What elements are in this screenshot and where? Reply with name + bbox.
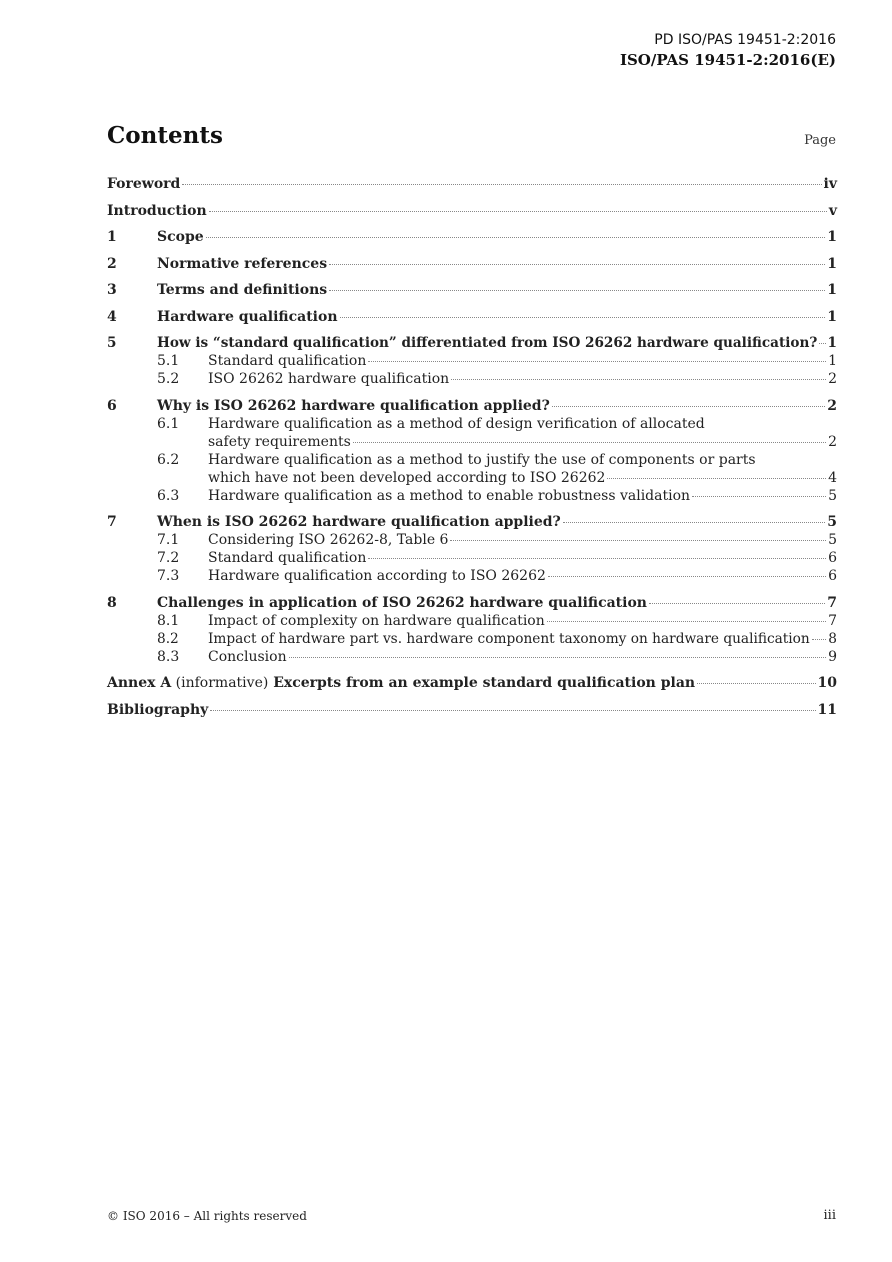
toc-entry-number: 5 (107, 335, 117, 351)
toc-entry-page: iv (823, 176, 837, 192)
toc-entry-5-1[interactable] (107, 352, 837, 370)
dot-leader (697, 683, 815, 684)
dot-leader (450, 540, 826, 541)
toc-entry-6-3[interactable] (107, 487, 837, 505)
toc-entry-7-3[interactable] (107, 567, 837, 585)
toc-entry-page: 2 (827, 397, 837, 414)
header-document-id: PD ISO/PAS 19451-2:2016 (654, 32, 836, 48)
toc-entry-7-2[interactable] (107, 549, 837, 567)
toc-entry-title: Introduction (107, 202, 207, 219)
toc-entry-title: Challenges in application of ISO 26262 hardware qualification (157, 594, 647, 611)
toc-entry-section-5[interactable] (107, 334, 837, 352)
toc-entry-number: 5.1 (157, 353, 180, 369)
toc-entry-page: 5 (828, 532, 837, 548)
toc-entry-title: Foreword (107, 176, 181, 192)
toc-entry-8-3[interactable] (107, 648, 837, 666)
toc-entry-number: 7.3 (157, 568, 180, 584)
toc-entry-page: 6 (828, 568, 837, 584)
toc-entry-number: 8.2 (157, 630, 179, 647)
toc-entry-page: 1 (827, 255, 837, 272)
toc-entry-number: 6.3 (157, 487, 180, 504)
toc-entry-title-line1: Hardware qualification as a method to justify the use of components or parts (208, 451, 756, 468)
toc-entry-title: Bibliography (107, 701, 209, 718)
dot-leader (692, 496, 826, 497)
toc-entry-5-2[interactable] (107, 370, 837, 388)
toc-entry-number: 1 (107, 229, 117, 245)
toc-entry-section-8[interactable] (107, 594, 837, 612)
toc-entry-number: 7.1 (157, 532, 180, 548)
footer-copyright: © ISO 2016 – All rights reserved (107, 1209, 307, 1223)
toc-entry-page: 8 (828, 630, 837, 647)
dot-leader (812, 639, 827, 640)
toc-entry-7-1[interactable] (107, 531, 837, 549)
toc-entry-page: 1 (827, 229, 837, 245)
toc-entry-bibliography[interactable] (107, 701, 837, 719)
toc-entry-section-7[interactable] (107, 513, 837, 531)
footer-page-number: iii (823, 1208, 836, 1223)
dot-leader (547, 621, 826, 622)
toc-entry-number: 8.1 (157, 612, 180, 629)
toc-entry-annex-a[interactable] (107, 674, 837, 692)
toc-entry-page: v (828, 202, 837, 219)
toc-entry-page: 1 (828, 353, 837, 369)
dot-leader (451, 379, 826, 380)
toc-entry-title: Normative references (157, 255, 328, 272)
toc-entry-page: 5 (828, 487, 837, 504)
dot-leader (563, 522, 825, 523)
toc-entry-title-line2: safety requirements (208, 433, 351, 450)
toc-entry-page: 7 (828, 612, 837, 629)
toc-entry-hardware-qualification[interactable] (107, 308, 837, 326)
toc-entry-normative-references[interactable] (107, 255, 837, 273)
toc-entry-title: Impact of complexity on hardware qualification (208, 612, 545, 629)
page-title: Contents (107, 122, 223, 149)
toc-entry-page: 4 (828, 469, 837, 486)
dot-leader (340, 317, 826, 318)
dot-leader (368, 558, 826, 559)
toc-entry-number: 6 (107, 397, 117, 414)
toc-entry-title: Conclusion (208, 648, 287, 665)
dot-leader (209, 211, 827, 212)
toc-entry-6-1[interactable] (107, 415, 837, 433)
toc-entry-number: 5.2 (157, 371, 180, 387)
toc-entry-number: 3 (107, 282, 117, 298)
toc-entry-page: 1 (827, 335, 837, 351)
toc-entry-page: 5 (827, 514, 837, 530)
toc-entry-page: 9 (828, 648, 837, 665)
dot-leader (548, 576, 826, 577)
toc-entry-title: Considering ISO 26262-8, Table 6 (208, 532, 449, 548)
toc-entry-8-2[interactable] (107, 630, 837, 648)
toc-entry-page: 2 (828, 371, 837, 387)
toc-entry-number: 7.2 (157, 550, 180, 566)
dot-leader (819, 343, 825, 344)
dot-leader (353, 442, 826, 443)
annex-label: Annex A (107, 675, 172, 691)
toc-entry-page: 11 (817, 701, 837, 718)
toc-entry-title: Hardware qualification as a method to enable robustness validation (208, 487, 691, 504)
toc-entry-introduction[interactable] (107, 202, 837, 220)
dot-leader (206, 237, 826, 238)
toc-entry-title: Standard qualification (208, 353, 367, 369)
toc-entry-number: 6.2 (157, 451, 180, 468)
toc-entry-title: Hardware qualification (157, 308, 338, 325)
toc-entry-title: Scope (157, 229, 204, 245)
toc-entry-number: 4 (107, 308, 117, 325)
toc-entry-6-2[interactable] (107, 451, 837, 469)
dot-leader (552, 406, 825, 407)
dot-leader (368, 361, 826, 362)
toc-entry-page: 6 (828, 550, 837, 566)
toc-entry-page: 7 (827, 594, 837, 611)
toc-entry-page: 2 (828, 433, 837, 450)
page-column-label: Page (804, 133, 836, 148)
annex-qualifier: (informative) (175, 675, 269, 691)
toc-entry-title: ISO 26262 hardware qualification (208, 371, 450, 387)
toc-entry-title: When is ISO 26262 hardware qualification applied? (157, 514, 561, 530)
dot-leader (289, 657, 826, 658)
toc-entry-number: 8 (107, 594, 117, 611)
toc-entry-title: Standard qualification (208, 550, 367, 566)
toc-entry-title: Impact of hardware part vs. hardware component taxonomy on hardware qualification (208, 630, 810, 647)
toc-entry-title: Terms and definitions (157, 282, 328, 298)
toc-entry-section-6[interactable] (107, 397, 837, 415)
toc-entry-page: 10 (817, 675, 837, 691)
table-of-contents (107, 175, 837, 719)
toc-entry-number: 8.3 (157, 648, 180, 665)
dot-leader (649, 603, 825, 604)
toc-entry-page: 1 (827, 282, 837, 298)
toc-entry-foreword[interactable] (107, 175, 837, 193)
dot-leader (182, 184, 821, 185)
toc-entry-number: 6.1 (157, 415, 180, 432)
toc-entry-title: How is “standard qualification” differentiated from ISO 26262 hardware qualification? (157, 335, 818, 351)
toc-entry-6-2-cont[interactable] (107, 469, 837, 487)
toc-entry-title-line2: which have not been developed according to ISO 26262 (208, 469, 606, 486)
toc-entry-title-line1: Hardware qualification as a method of design verification of allocated (208, 415, 705, 432)
toc-entry-scope[interactable] (107, 228, 837, 246)
toc-entry-title: Excerpts from an example standard qualification plan (273, 675, 696, 691)
header-standard-id: ISO/PAS 19451-2:2016(E) (619, 51, 836, 69)
toc-entry-terms-definitions[interactable] (107, 281, 837, 299)
dot-leader (329, 264, 825, 265)
toc-entry-6-1-cont[interactable] (107, 433, 837, 451)
toc-entry-title: Why is ISO 26262 hardware qualification applied? (157, 397, 550, 414)
dot-leader (329, 290, 825, 291)
toc-entry-number: 7 (107, 514, 117, 530)
toc-entry-8-1[interactable] (107, 612, 837, 630)
dot-leader (210, 710, 815, 711)
dot-leader (607, 478, 826, 479)
toc-entry-page: 1 (827, 308, 837, 325)
toc-entry-title: Hardware qualification according to ISO 26262 (208, 568, 546, 584)
toc-entry-number: 2 (107, 255, 117, 272)
